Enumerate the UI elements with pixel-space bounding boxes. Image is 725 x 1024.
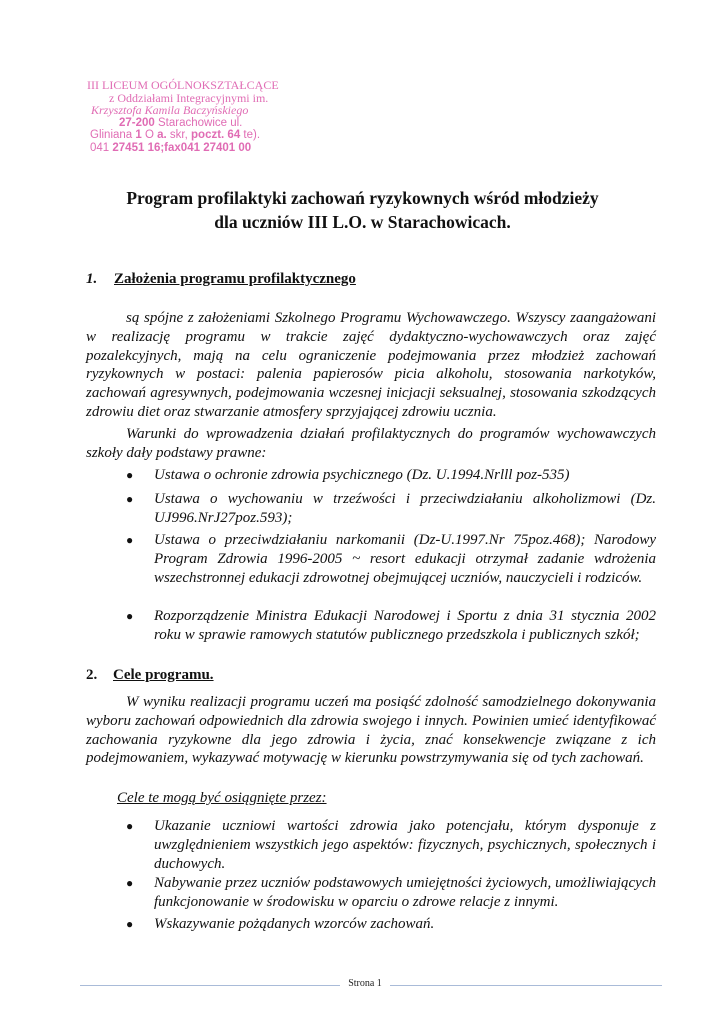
stamp-postcode: 27-200 (119, 116, 155, 129)
stamp-l5-e: skr, (166, 129, 192, 141)
stamp-l5-g: te). (240, 129, 261, 141)
list-item: ● Ukazanie uczniowi wartości zdrowia jako potencjału, którym dysponuje z uwzględnieniem wszystkich jego aspektów: fizycznych, psychicznych, społecznych i duchowych. (126, 818, 656, 872)
stamp-l5-c: O (141, 129, 158, 141)
section-2-subheading: Cele te mogą być osiągnięte przez: (117, 790, 327, 806)
page-number: Strona 1 (348, 978, 382, 989)
section-2-paragraph-1: W wyniku realizacji programu uczeń ma posiąść zdolność samodzielnego dokonywania wyboru zachowań odpowiednich dla zdrowia swojego i innych. Powinien umieć identyfikować zachowania ryzykowne dla jego zdrowia i życia, znać konsekwencje związane z ich podejmowaniem, wykazywać motywację w kierunku powstrzymywania się od tych zachowań. (86, 694, 656, 767)
list-item: ● Ustawa o ochronie zdrowia psychicznego (Dz. U.1994.Nrlll poz-535) (126, 467, 570, 483)
stamp-city: Starachowice ul. (154, 116, 243, 129)
bullet-icon: ● (126, 609, 134, 623)
section-1-title: Założenia programu profilaktycznego (114, 271, 356, 287)
stamp-line-3: Krzysztofa Kamila Baczyńskiego (91, 103, 249, 117)
footer-rule-right (390, 985, 662, 986)
stamp-l5-a: Gliniana (90, 129, 136, 141)
section-2-number: 2. (86, 667, 98, 683)
bullet-icon: ● (126, 468, 134, 482)
list-item: ● Rozporządzenie Ministra Edukacji Narodowej i Sportu z dnia 31 stycznia 2002 roku w sprawie ramowych statutów publicznego przedszkola i publicznych szkół; (126, 608, 656, 643)
section-1-heading (86, 271, 356, 288)
section-2-title: Cele programu. (113, 667, 214, 683)
stamp-l6-b: 27451 16;fax041 27401 00 (112, 141, 252, 154)
bullet-icon: ● (126, 917, 134, 931)
section-1-paragraph-1: są spójne z założeniami Szkolnego Programu Wychowawczego. Wszyscy zaangażowani w realizację programu w trakcie zajęć dydaktyczno-wychowawczych oraz zajęć pozalekcyjnych, mają na celu ograniczenie podejmowania przez młodzież zachowań ryzykownych w postaci: palenia papierosów picia alkoholu, stosowania narkotyków, zachowań agresywnych, podejmowania wczesnej inicjacji seksualnej, stosowania szkodzących zdrowiu diet oraz stwarzanie atmosfery sprzyjającej zdrowiu ucznia. (86, 310, 656, 420)
stamp-line-2: z Oddziałami Integracyjnymi im. (109, 90, 269, 105)
stamp-line-5 (87, 129, 279, 142)
list-item: ● Wskazywanie pożądanych wzorców zachowań. (126, 916, 435, 932)
stamp-line-6 (87, 142, 279, 155)
school-stamp (87, 79, 279, 154)
title-line-1: Program profilaktyki zachowań ryzykownych wśród młodzieży (126, 188, 599, 208)
stamp-line-4 (87, 117, 279, 130)
document-title (0, 186, 725, 234)
bullet-icon: ● (126, 533, 134, 547)
section-1-number: 1. (86, 271, 98, 287)
bullet-icon: ● (126, 876, 134, 890)
list-item: ● Nabywanie przez uczniów podstawowych umiejętności życiowych, umożliwiających funkcjonowanie w środowisku w oparciu o zdrowe relacje z innymi. (126, 875, 656, 910)
bullet-icon: ● (126, 819, 134, 833)
title-line-2: dla uczniów III L.O. w Starachowicach. (214, 212, 511, 232)
stamp-l5-f: poczt. 64 (191, 129, 241, 141)
list-item: ● Ustawa o przeciwdziałaniu narkomanii (Dz-U.1997.Nr 75poz.468); Narodowy Program Zdrowia 1996-2005 ~ resort edukacji otrzymał zadanie wdrożenia wszechstronnej edukacji zdrowotnej obejmującej uczniów, nauczycieli i rodziców. (126, 532, 656, 586)
section-2-heading (86, 667, 214, 684)
footer-rule-left (80, 985, 340, 986)
stamp-line-1: III LICEUM OGÓLNOKSZTAŁCĄCE (87, 78, 279, 92)
stamp-l6-a: 041 (90, 141, 113, 154)
bullet-icon: ● (126, 492, 134, 506)
section-1-paragraph-2: Warunki do wprowadzenia działań profilaktycznych do programów wychowawczych szkoły dały podstawy prawne: (86, 426, 656, 461)
stamp-l5-b: 1 (135, 129, 142, 141)
stamp-l5-d: a. (157, 129, 167, 141)
list-item: ● Ustawa o wychowaniu w trzeźwości i przeciwdziałaniu alkoholizmowi (Dz. UJ996.NrJ27poz.593); (126, 491, 656, 526)
